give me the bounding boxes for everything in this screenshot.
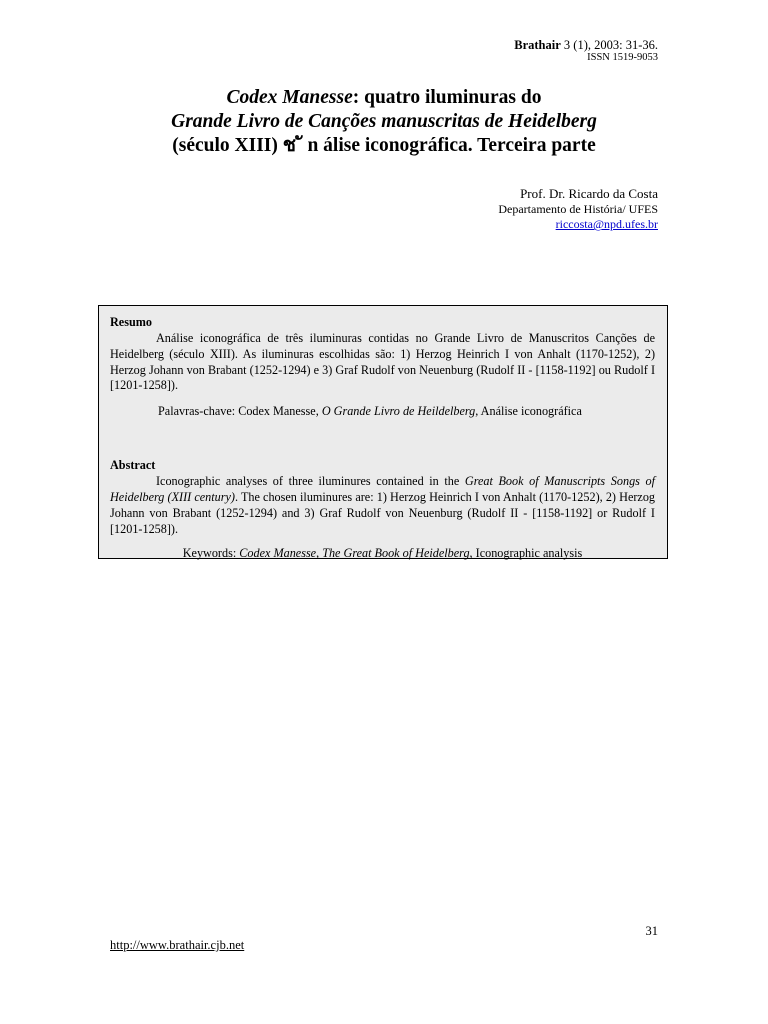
keywords-italic-1: Codex Manesse — [239, 546, 317, 561]
title-line-1 — [100, 86, 668, 110]
palavras-label: Palavras-chave: Codex Manesse, — [158, 404, 322, 419]
abstract-text-1: Iconographic analyses of three iluminures contained in the — [156, 474, 465, 489]
journal-ref: 3 (1), 2003: 31-36. — [560, 38, 658, 52]
title-line-2 — [100, 110, 668, 134]
keywords-italic-2: The Great Book of Heidelberg — [322, 546, 470, 561]
journal-issn: ISSN 1519-9053 — [587, 52, 658, 64]
keywords-sep: , — [316, 546, 323, 561]
author-name: Prof. Dr. Ricardo da Costa — [520, 186, 658, 201]
abstract-box — [98, 305, 668, 559]
page-number: 31 — [645, 924, 658, 938]
title-italic: Codex Manesse — [226, 87, 353, 108]
footer-url-link[interactable]: http://www.brathair.cjb.net — [110, 938, 245, 952]
resumo-text: Análise iconográfica de três iluminuras contidas no Grande Livro de Manuscritos Canções de Heidelberg (século XIII). As iluminuras escolhidas são: 1) Herzog Heinrich I von Anhalt (1170-1252), 2) Herzog Johann von Brabant (1252-1294) e 3) Graf Rudolf von Neuenburg (Rudolf II - [1158-1192] ou Rudolf I [1201-1258]). — [110, 330, 655, 393]
journal-name: Brathair — [514, 38, 561, 52]
abstract-italic: Great Book of Manuscripts Songs of Heidelberg (XIII century) — [110, 474, 655, 504]
palavras-chave — [110, 404, 655, 420]
keywords-label: Keywords: — [182, 546, 240, 561]
author-department: Departamento de História/ UFES — [498, 202, 658, 217]
author-email-link[interactable]: riccosta@npd.ufes.br — [555, 217, 658, 232]
keywords-end: , Iconographic analysis — [469, 546, 583, 561]
abstract-heading: Abstract — [110, 458, 156, 473]
title-italic-line: Grande Livro de Canções manuscritas de Heidelberg — [171, 110, 597, 132]
title-line-3: (século XIII) ช ั n álise iconográfica. Terceira parte — [172, 134, 596, 156]
resumo-heading: Resumo — [110, 315, 152, 329]
keywords — [110, 546, 655, 562]
abstract-text-2: . The chosen iluminures are: 1) Herzog Heinrich I von Anhalt (1170-1252), 2) Herzog Johann von Brabant (1252-1294) and 3) Graf Rudolf von Neuenburg (Rudolf II - [1158-1192] or Rudolf I [1201-1258]). — [110, 489, 656, 536]
journal-citation — [514, 38, 658, 52]
journal-header — [514, 38, 658, 64]
abstract-text — [110, 474, 655, 537]
palavras-end: , Análise iconográfica — [475, 404, 582, 419]
palavras-italic: O Grande Livro de Heildelberg — [321, 404, 476, 419]
paper-title — [100, 86, 668, 158]
title-part-1: : quatro iluminuras do — [352, 87, 542, 108]
author-block — [498, 186, 658, 232]
